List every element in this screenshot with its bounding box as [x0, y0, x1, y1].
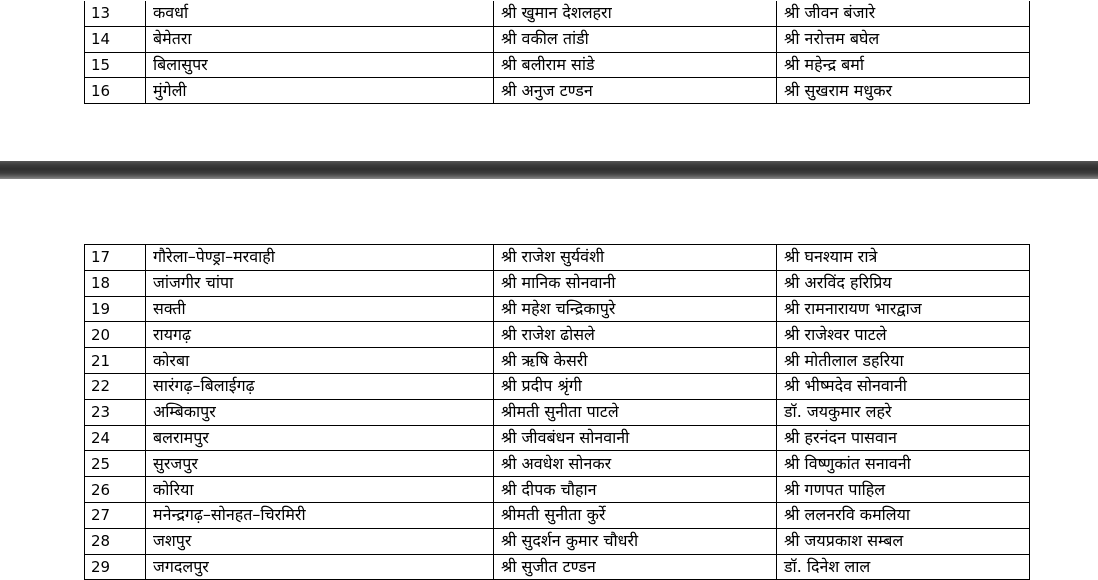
- person-name-secondary: श्री घनश्याम रात्रे: [777, 245, 1030, 271]
- person-name-secondary: श्री हरनंदन पासवान: [777, 425, 1030, 451]
- person-name-secondary: श्री मोतीलाल डहरिया: [777, 348, 1030, 374]
- row-number: 16: [85, 78, 146, 104]
- table-row: [85, 477, 1030, 503]
- table-row: [85, 399, 1030, 425]
- person-name-secondary: श्री सुखराम मधुकर: [777, 78, 1030, 104]
- person-name-secondary: श्री महेन्द्र बर्मा: [777, 52, 1030, 78]
- table-row: [85, 502, 1030, 528]
- person-name-primary: श्री वकील तांडी: [494, 26, 777, 52]
- table-row: [85, 270, 1030, 296]
- row-number: 21: [85, 348, 146, 374]
- person-name-secondary: श्री नरोत्तम बघेल: [777, 26, 1030, 52]
- person-name-secondary: श्री ललनरवि कमलिया: [777, 502, 1030, 528]
- row-number: 29: [85, 554, 146, 580]
- district-name: बिलासुपर: [146, 52, 494, 78]
- table-row: [85, 52, 1030, 78]
- person-name-primary: श्री सुजीत टण्डन: [494, 554, 777, 580]
- person-name-secondary: श्री अरविंद हरिप्रिय: [777, 270, 1030, 296]
- table-row: [85, 26, 1030, 52]
- table-row: [85, 554, 1030, 580]
- table-row: [85, 1, 1030, 26]
- person-name-primary: श्री प्रदीप श्रृंगी: [494, 373, 777, 399]
- person-name-primary: श्री राजेश सुर्यवंशी: [494, 245, 777, 271]
- person-name-secondary: श्री गणपत पाहिल: [777, 477, 1030, 503]
- person-name-secondary: श्री जयप्रकाश सम्बल: [777, 528, 1030, 554]
- person-name-secondary: श्री रामनारायण भारद्वाज: [777, 296, 1030, 322]
- person-name-primary: श्री बलीराम सांडे: [494, 52, 777, 78]
- district-name: सारंगढ़–बिलाईगढ़: [146, 373, 494, 399]
- person-name-primary: श्री अवधेश सोनकर: [494, 451, 777, 477]
- table-row: [85, 78, 1030, 104]
- district-name: जगदलपुर: [146, 554, 494, 580]
- district-name: जशपुर: [146, 528, 494, 554]
- district-name: मनेन्द्रगढ़–सोनहत–चिरमिरी: [146, 502, 494, 528]
- district-name: कोरबा: [146, 348, 494, 374]
- district-table-bottom: [84, 244, 1030, 580]
- row-number: 26: [85, 477, 146, 503]
- row-number: 13: [85, 1, 146, 26]
- row-number: 15: [85, 52, 146, 78]
- row-number: 20: [85, 322, 146, 348]
- district-name: बेमेतरा: [146, 26, 494, 52]
- table-row: [85, 245, 1030, 271]
- person-name-secondary: डॉ. जयकुमार लहरे: [777, 399, 1030, 425]
- row-number: 22: [85, 373, 146, 399]
- person-name-primary: श्री दीपक चौहान: [494, 477, 777, 503]
- district-table-top: [84, 1, 1030, 104]
- person-name-primary: श्री खुमान देशलहरा: [494, 1, 777, 26]
- table-row: [85, 425, 1030, 451]
- row-number: 25: [85, 451, 146, 477]
- row-number: 14: [85, 26, 146, 52]
- person-name-primary: श्री सुदर्शन कुमार चौधरी: [494, 528, 777, 554]
- person-name-primary: श्रीमती सुनीता पाटले: [494, 399, 777, 425]
- person-name-primary: श्री महेश चन्द्रिकापुरे: [494, 296, 777, 322]
- row-number: 24: [85, 425, 146, 451]
- person-name-secondary: श्री राजेश्वर पाटले: [777, 322, 1030, 348]
- district-name: जांजगीर चांपा: [146, 270, 494, 296]
- table-row: [85, 451, 1030, 477]
- district-name: अम्बिकापुर: [146, 399, 494, 425]
- person-name-primary: श्रीमती सुनीता कुर्रे: [494, 502, 777, 528]
- person-name-primary: श्री मानिक सोनवानी: [494, 270, 777, 296]
- row-number: 23: [85, 399, 146, 425]
- row-number: 28: [85, 528, 146, 554]
- table-row: [85, 528, 1030, 554]
- row-number: 27: [85, 502, 146, 528]
- row-number: 17: [85, 245, 146, 271]
- person-name-primary: श्री अनुज टण्डन: [494, 78, 777, 104]
- table-row: [85, 296, 1030, 322]
- person-name-secondary: श्री विष्णुकांत सनावनी: [777, 451, 1030, 477]
- row-number: 18: [85, 270, 146, 296]
- table-row: [85, 348, 1030, 374]
- district-name: गौरेला–पेण्ड्रा–मरवाही: [146, 245, 494, 271]
- district-name: कोरिया: [146, 477, 494, 503]
- district-name: कवर्धा: [146, 1, 494, 26]
- table-row: [85, 373, 1030, 399]
- person-name-secondary: श्री भीष्मदेव सोनवानी: [777, 373, 1030, 399]
- person-name-secondary: श्री जीवन बंजारे: [777, 1, 1030, 26]
- table-row: [85, 322, 1030, 348]
- district-name: बलरामपुर: [146, 425, 494, 451]
- district-name: सक्ती: [146, 296, 494, 322]
- district-name: रायगढ़: [146, 322, 494, 348]
- page-divider: [0, 161, 1098, 179]
- district-name: मुंगेली: [146, 78, 494, 104]
- person-name-primary: श्री जीवबंधन सोनवानी: [494, 425, 777, 451]
- person-name-secondary: डॉ. दिनेश लाल: [777, 554, 1030, 580]
- person-name-primary: श्री ऋषि केसरी: [494, 348, 777, 374]
- row-number: 19: [85, 296, 146, 322]
- person-name-primary: श्री राजेश ढोसले: [494, 322, 777, 348]
- district-name: सुरजपुर: [146, 451, 494, 477]
